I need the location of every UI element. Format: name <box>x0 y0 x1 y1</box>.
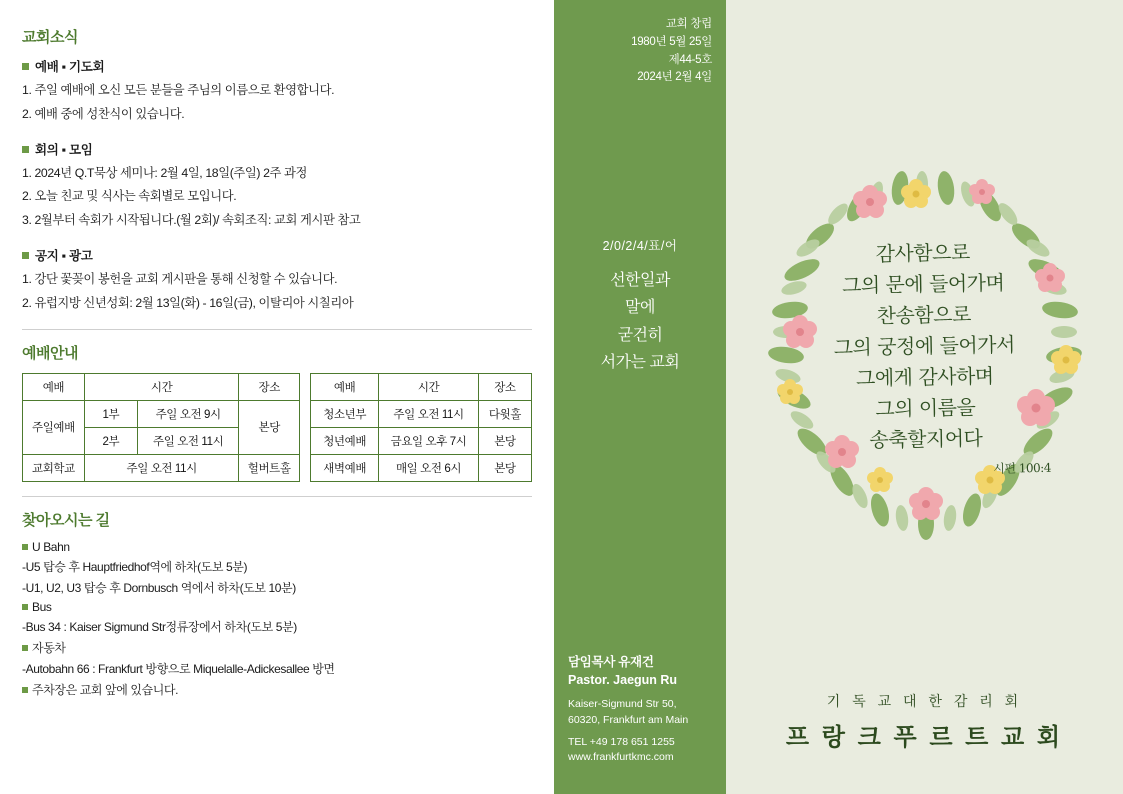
slogan-line: 서가는 교회 <box>600 353 680 371</box>
verse-line: 그의 문에 들어가며 <box>841 270 1005 298</box>
cell-time: 금요일 오후 7시 <box>379 427 479 454</box>
publication-date: 2024년 2월 4일 <box>637 71 712 84</box>
cell-place: 본당 <box>478 454 531 481</box>
verse-line: 송축할지어다 <box>869 426 983 452</box>
direction-entry: -Autobahn 66 : Frankfurt 방향으로 Miquelalle-Adickesallee 방면 <box>22 661 335 676</box>
col-header-time: 시간 <box>379 373 479 400</box>
cell-time: 주일 오전 11시 <box>379 400 479 427</box>
news-group-heading: 회의 ▪ 모임 <box>22 140 532 158</box>
news-group-notice <box>22 246 532 313</box>
table-header-row <box>310 373 531 400</box>
cell-part: 1부 <box>84 400 137 427</box>
table-row <box>23 454 300 481</box>
cell-time: 주일 오전 11시 <box>84 454 239 481</box>
pastor-name-kr: 담임목사 유재건 <box>568 654 654 669</box>
news-item: 2. 유럽지방 신년성회: 2월 13일(화) - 16일(금), 이탈리아 시칠리아 <box>22 295 354 310</box>
church-identity <box>726 691 1123 752</box>
cell-part: 2부 <box>84 427 137 454</box>
cover-panel <box>726 0 1123 794</box>
year-slogan <box>554 236 726 376</box>
table-row <box>23 400 300 427</box>
cell-place: 본당 <box>478 427 531 454</box>
directions-list <box>22 540 532 698</box>
worship-tables <box>22 373 532 482</box>
slogan-line: 굳건히 <box>617 326 663 344</box>
news-item: 3. 2월부터 속회가 시작됩니다.(월 2회)/ 속회조직: 교회 게시판 참고 <box>22 213 361 228</box>
verse-line: 그의 궁정에 들어가서 <box>833 332 1016 360</box>
news-group-worship <box>22 57 532 124</box>
news-item: 1. 강단 꽃꽂이 봉헌을 교회 게시판을 통해 신청할 수 있습니다. <box>22 272 338 287</box>
news-item: 1. 2024년 Q.T묵상 세미나: 2월 4일, 18일(주일) 2주 과정 <box>22 165 307 180</box>
worship-table-right <box>310 373 532 482</box>
slogan-code: 2/0/2/4/표/어 <box>602 239 678 253</box>
slogan-line: 말에 <box>625 299 655 317</box>
news-group-meeting <box>22 140 532 230</box>
table-row <box>310 454 531 481</box>
news-item: 2. 예배 중에 성찬식이 있습니다. <box>22 106 185 121</box>
founded-label: 교회 창립 <box>665 18 712 30</box>
founded-date: 1980년 5월 25일 <box>631 35 712 48</box>
worship-guide-title: 예배안내 <box>22 344 78 362</box>
address-line-1: Kaiser-Sigmund Str 50, <box>568 698 677 710</box>
verse-reference: 시편 100:4 <box>993 460 1052 476</box>
church-name: 프 랑 크 푸 르 트 교 회 <box>785 724 1064 751</box>
publication-info <box>568 16 712 87</box>
direction-entry: -U5 탑승 후 Hauptfriedhof역에 하차(도보 5분) <box>22 559 248 574</box>
cell-service-name: 청소년부 <box>310 400 378 427</box>
cell-place: 다윗홀 <box>478 400 531 427</box>
cell-service-name: 주일예배 <box>23 400 85 454</box>
green-info-strip <box>554 0 726 794</box>
square-bullet-icon <box>22 252 29 259</box>
divider <box>22 329 532 330</box>
cell-time: 주일 오전 11시 <box>137 427 239 454</box>
worship-table-left <box>22 373 300 482</box>
col-header-service: 예배 <box>23 373 85 400</box>
cell-place: 본당 <box>239 400 300 454</box>
news-group-heading: 공지 ▪ 광고 <box>22 246 532 264</box>
denomination-name: 기 독 교 대 한 감 리 회 <box>826 693 1023 709</box>
col-header-time: 시간 <box>84 373 239 400</box>
verse-line: 그에게 감사하며 <box>855 363 994 391</box>
bible-verse <box>726 235 1123 483</box>
direction-entry: -Bus 34 : Kaiser Sigmund Str정류장에서 하차(도보 5분) <box>22 619 297 634</box>
direction-entry: 자동차 <box>22 639 532 656</box>
website-url[interactable]: www.frankfurtkmc.com <box>568 751 674 764</box>
square-bullet-icon <box>22 687 28 693</box>
church-news-title: 교회소식 <box>22 29 78 46</box>
direction-entry: 주차장은 교회 앞에 있습니다. <box>22 681 532 698</box>
slogan-line: 선한일과 <box>610 272 670 290</box>
contact-block <box>568 653 712 766</box>
cell-service-name: 교회학교 <box>23 454 85 481</box>
address-line-2: 60320, Frankfurt am Main <box>568 713 689 726</box>
col-header-place: 장소 <box>239 373 300 400</box>
table-row <box>310 400 531 427</box>
cell-service-name: 새벽예배 <box>310 454 378 481</box>
news-item: 1. 주일 예배에 오신 모든 분들을 주님의 이름으로 환영합니다. <box>22 83 335 97</box>
verse-line: 감사함으로 <box>875 240 970 266</box>
col-header-service: 예배 <box>310 373 378 400</box>
telephone: TEL +49 178 651 1255 <box>568 735 675 748</box>
col-header-place: 장소 <box>478 373 531 400</box>
divider <box>22 496 532 497</box>
left-content-panel <box>0 0 554 794</box>
direction-entry: U Bahn <box>22 540 532 554</box>
table-row <box>310 427 531 454</box>
square-bullet-icon <box>22 63 29 70</box>
verse-line: 그의 이름을 <box>875 395 976 421</box>
news-item: 2. 오늘 친교 및 식사는 속회별로 모입니다. <box>22 189 237 204</box>
cell-service-name: 청년예배 <box>310 427 378 454</box>
square-bullet-icon <box>22 544 28 550</box>
news-group-heading: 예배 ▪ 기도회 <box>22 57 532 75</box>
directions-title: 찾아오시는 길 <box>22 511 110 529</box>
cell-place: 헐버트홀 <box>239 454 300 481</box>
cell-time: 주일 오전 9시 <box>137 400 239 427</box>
direction-entry: -U1, U2, U3 탑승 후 Dornbusch 역에서 하차(도보 10분) <box>22 580 296 595</box>
direction-entry: Bus <box>22 600 532 614</box>
pastor-name-en: Pastor. Jaegun Ru <box>568 672 678 687</box>
square-bullet-icon <box>22 604 28 610</box>
cell-time: 매일 오전 6시 <box>379 454 479 481</box>
table-header-row <box>23 373 300 400</box>
issue-number: 제44-5호 <box>668 53 712 66</box>
verse-line: 찬송함으로 <box>876 302 971 328</box>
square-bullet-icon <box>22 146 29 153</box>
square-bullet-icon <box>22 645 28 651</box>
